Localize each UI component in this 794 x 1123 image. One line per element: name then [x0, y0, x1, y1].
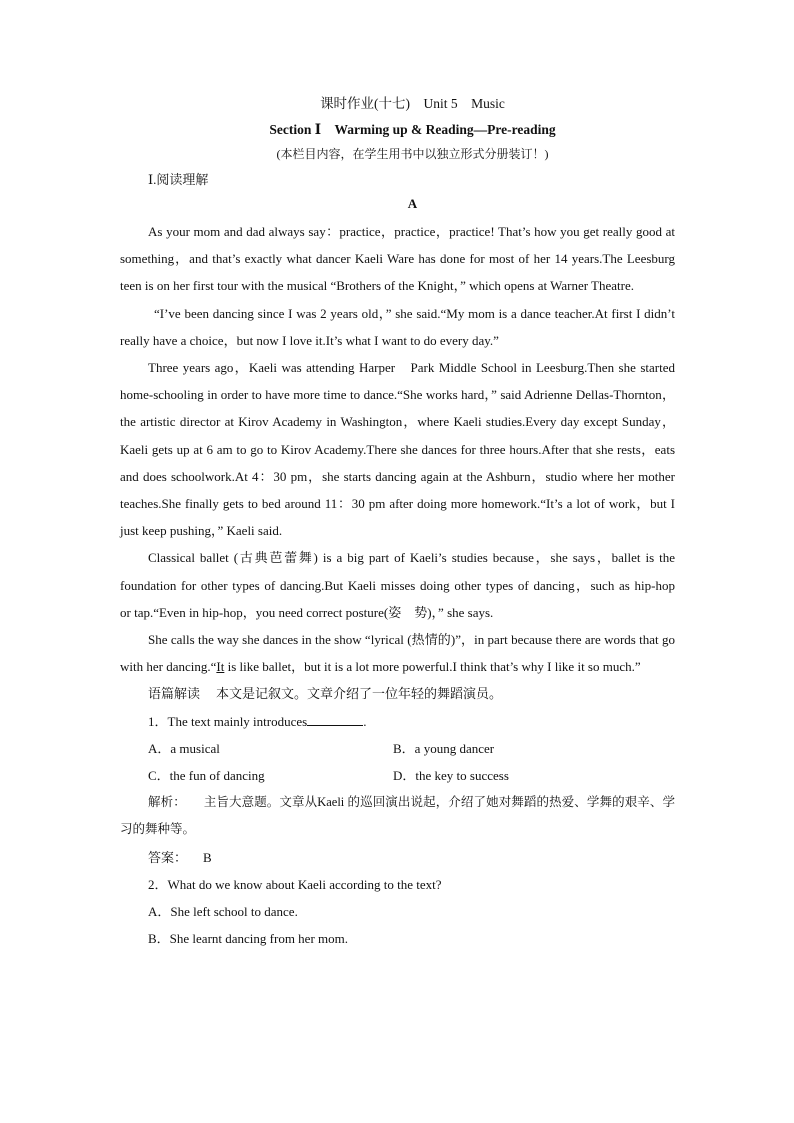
paragraph-2: “I’ve been dancing since I was 2 years old，” she said.“My mom is a dance teacher.At first I didn’t really have a choice，but now I love it.It’s what I want to do every day.”: [120, 305, 675, 348]
analysis-label: 解析：: [148, 795, 186, 810]
question-1-analysis: [120, 789, 675, 843]
underlined-word: It: [216, 659, 225, 675]
answer-label: 答案：: [148, 849, 188, 865]
section-title: Section Ⅰ Warming up & Reading—Pre-reading: [269, 122, 556, 137]
question-2-stem: 2．What do we know about Kaeli according to the text?: [148, 876, 442, 892]
question-2-option-b: B．She learnt dancing from her mom.: [148, 931, 349, 947]
question-1-text: 1．The text mainly introduces: [148, 713, 308, 729]
paragraph-5-end: is like ballet，but it is a lot more powerful.I think that’s why I like it so much.”: [224, 659, 641, 675]
paragraph-5: [120, 626, 675, 680]
option-d: D．the key to success: [393, 768, 509, 784]
reading-note: [120, 680, 675, 707]
question-1-answer: [120, 844, 675, 871]
binding-note: (本栏目内容，在学生用书中以独立形式分册装订！): [276, 147, 549, 161]
option-b: B．a young dancer: [393, 740, 495, 756]
reading-note-text: 本文是记叙文。文章介绍了一位年轻的舞蹈演员。: [216, 686, 503, 702]
answer-blank[interactable]: [307, 711, 363, 726]
paragraph-5-start: She calls the way she dances in the show “lyrical (热情的)”，in part because there are words that go with her dancing.“: [120, 632, 675, 675]
question-2-option-a: A．She left school to dance.: [148, 904, 298, 920]
question-1-stem: [120, 708, 675, 735]
page-title: 课时作业(十七) Unit 5 Music: [320, 96, 505, 111]
answer-value: B: [203, 849, 212, 865]
question-1-options-row-2: [120, 762, 675, 789]
reading-note-label: 语篇解读: [148, 686, 201, 702]
option-c: C．the fun of dancing: [148, 768, 265, 784]
question-1-options-row-1: [120, 735, 675, 762]
question-1-end: .: [363, 713, 367, 729]
paragraph-1: As your mom and dad always say：practice，practice，practice! That’s how you get really good at something，and that’s exactly what dancer Kaeli Ware has done for most of her 14 years.The Leesburg teen is on her first tour with the musical “Brothers of the Knight，” which opens at Warner Theatre.: [120, 224, 675, 294]
paragraph-3: Three years ago，Kaeli was attending Harper Park Middle School in Leesburg.Then she started home-schooling in order to have more time to dance.“She works hard，” said Adrienne Dellas-Thornton，the artistic director at Kirov Academy in Washington，where Kaeli studies.Every day except Sunday，Kaeli gets up at 6 am to go to Kirov Academy.There she dances for three hours.After that she rests，eats and does schoolwork.At 4：30 pm，she starts dancing again at the Ashburn，studio where her mother teaches.She finally gets to bed around 11：30 pm after doing more homework.“It’s a lot of work，but I just keep pushing，” Kaeli said.: [120, 360, 689, 539]
analysis-text: 主旨大意题。文章从Kaeli 的巡回演出说起，介绍了她对舞蹈的热爱、学舞的艰辛、学习的舞种等。: [120, 795, 675, 837]
paragraph-4: Classical ballet (古典芭蕾舞) is a big part of Kaeli’s studies because，she says，ballet is the foundation for other types of dancing.But Kaeli misses doing other types of dancing，such as hip-hop or tap.“Even in hip-hop，you need correct posture(姿 势)，” she says.: [120, 550, 689, 620]
part-heading: Ⅰ.阅读理解: [148, 172, 209, 187]
document-page: [120, 94, 689, 952]
passage-label: A: [407, 196, 418, 211]
option-a: A．a musical: [148, 740, 220, 756]
